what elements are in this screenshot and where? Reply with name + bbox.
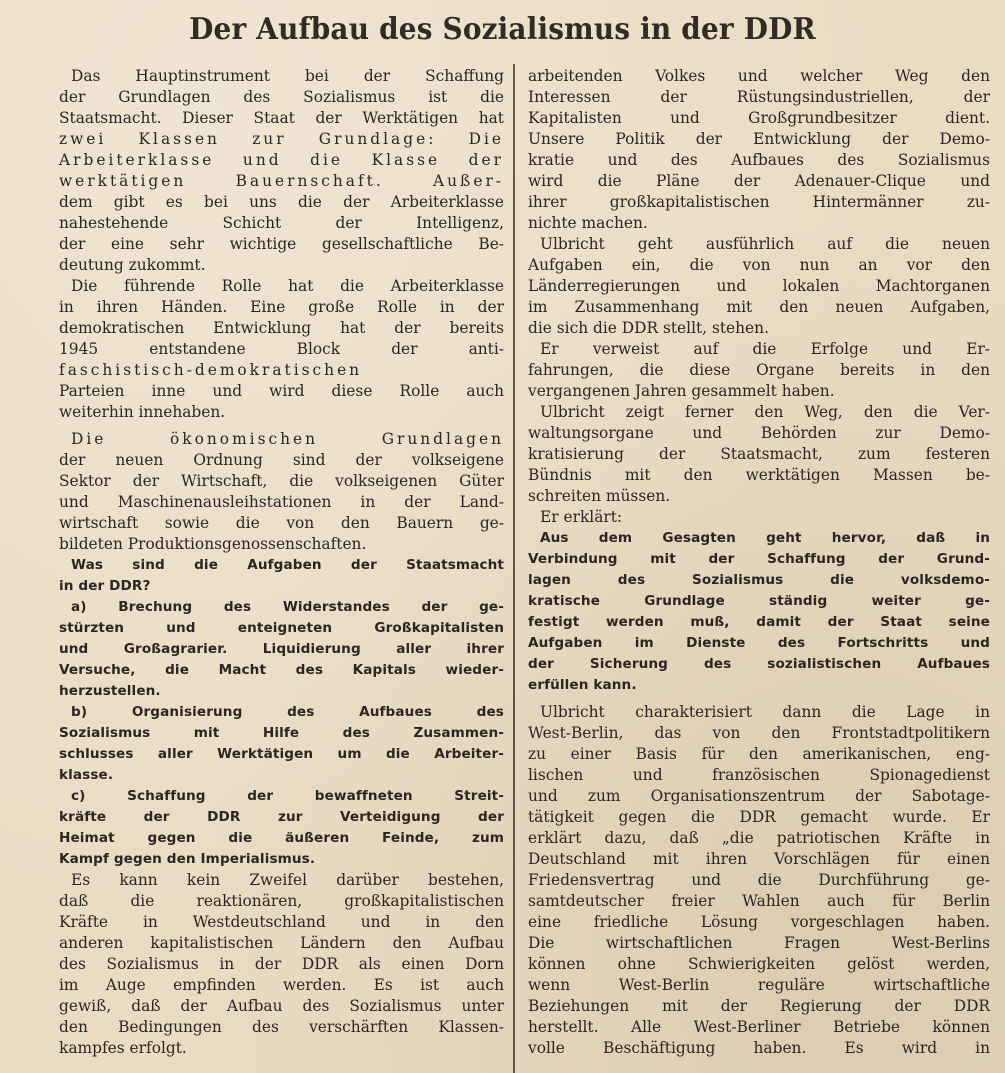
text-line: Friedensvertrag und die Durchführung ge- [528, 871, 990, 889]
text-line: waltungsorgane und Behörden zur Demo- [528, 424, 990, 442]
text-line: in der DDR? [59, 578, 151, 594]
text-line: Ulbricht charakterisiert dann die Lage in [540, 703, 990, 721]
text-line: c) Schaffung der bewaffneten Streit- [71, 788, 504, 804]
text-line: den Bedingungen des verschärften Klassen- [59, 1018, 504, 1036]
text-line: Die ökonomischen Grundlagen [71, 430, 504, 448]
text-line: Aus dem Gesagten geht hervor, daß in [540, 530, 990, 546]
text-line: Es kann kein Zweifel darüber bestehen, [71, 871, 504, 889]
text-line: in ihren Händen. Eine große Rolle in der [59, 298, 504, 316]
text-line: Kräfte in Westdeutschland und in den [59, 913, 504, 931]
text-line: Er erklärt: [540, 508, 623, 526]
article-headline: Der Aufbau des Sozialismus in der DDR [189, 12, 816, 47]
text-line: und Großagrarier. Liquidierung aller ihrer [59, 641, 504, 657]
text-line: vergangenen Jahren gesammelt haben. [528, 382, 835, 400]
text-line: Ulbricht zeigt ferner den Weg, den die Ver- [540, 403, 990, 421]
text-line: der Grundlagen des Sozialismus ist die [59, 88, 504, 106]
text-line: a) Brechung des Widerstandes der ge- [71, 599, 504, 615]
text-line: erklärt dazu, daß „die patriotischen Kräfte in [528, 829, 990, 847]
text-line: kräfte der DDR zur Verteidigung der [59, 809, 504, 825]
text-line: erfüllen kann. [528, 677, 637, 693]
text-line: ihrer großkapitalistischen Hintermänner zu- [528, 193, 990, 211]
text-line: kratisierung der Staatsmacht, zum festeren [528, 445, 990, 463]
text-line: Beziehungen mit der Regierung der DDR [528, 997, 990, 1015]
text-line: Parteien inne und wird diese Rolle auch [59, 382, 504, 400]
text-line: lischen und französischen Spionagedienst [528, 766, 990, 784]
text-line: Interessen der Rüstungsindustriellen, der [528, 88, 990, 106]
text-line: Bündnis mit den werktätigen Massen be- [528, 466, 990, 484]
text-line: eine friedliche Lösung vorgeschlagen haben. [528, 913, 990, 931]
text-line: im Auge empfinden werden. Es ist auch [59, 976, 504, 994]
text-line: Ulbricht geht ausführlich auf die neuen [540, 235, 990, 253]
text-line: wirtschaft sowie die von den Bauern ge- [59, 514, 504, 532]
text-line: nahestehende Schicht der Intelligenz, [59, 214, 504, 232]
text-line: kratische Grundlage ständig weiter ge- [528, 593, 990, 609]
text-line: daß die reaktionären, großkapitalistischen [59, 892, 504, 910]
text-line: schlusses aller Werktätigen um die Arbeiter- [59, 746, 504, 762]
text-line: fahrungen, die diese Organe bereits in den [528, 361, 990, 379]
text-line: der eine sehr wichtige gesellschaftliche Be- [59, 235, 504, 253]
text-line: Heimat gegen die äußeren Feinde, zum [59, 830, 504, 846]
text-line: können ohne Schwierigkeiten gelöst werden, [528, 955, 990, 973]
text-line: wird die Pläne der Adenauer-Clique und [528, 172, 990, 190]
text-line: im Zusammenhang mit den neuen Aufgaben, [528, 298, 990, 316]
text-line: Unsere Politik der Entwicklung der Demo- [528, 130, 990, 148]
text-line: stürzten und enteigneten Großkapitalisten [59, 620, 504, 636]
text-line: demokratischen Entwicklung hat der bereits [59, 319, 504, 337]
text-line: klasse. [59, 767, 114, 783]
text-line: die sich die DDR stellt, stehen. [528, 319, 769, 337]
text-line: herstellt. Alle West-Berliner Betriebe können [528, 1018, 990, 1036]
text-line: samtdeutscher freier Wahlen auch für Berlin [528, 892, 990, 910]
text-line: wenn West-Berlin reguläre wirtschaftliche [528, 976, 990, 994]
text-line: Er verweist auf die Erfolge und Er- [540, 340, 990, 358]
text-line: des Sozialismus in der DDR als einen Dorn [59, 955, 504, 973]
text-line: gewiß, daß der Aufbau des Sozialismus unter [59, 997, 504, 1015]
text-line: festigt werden muß, damit der Staat seine [528, 614, 990, 630]
text-line: bildeten Produktionsgenossenschaften. [59, 535, 367, 553]
text-line: Sektor der Wirtschaft, die volkseigenen Güter [59, 472, 504, 490]
text-line: Verbindung mit der Schaffung der Grund- [528, 551, 990, 567]
column-divider [513, 64, 515, 1073]
text-line: und Maschinenausleihstationen in der Land- [59, 493, 504, 511]
text-line: Staatsmacht. Dieser Staat der Werktätigen hat [59, 109, 504, 127]
text-line: der neuen Ordnung sind der volkseigene [59, 451, 504, 469]
text-line: b) Organisierung des Aufbaues des [71, 704, 504, 720]
text-line: zu einer Basis für den amerikanischen, eng- [528, 745, 990, 763]
text-line: faschistisch-demokratischen [59, 361, 363, 379]
text-line: Aufgaben ein, die von nun an vor den [528, 256, 990, 274]
text-line: 1945 entstandene Block der anti- [59, 340, 504, 358]
text-line: Sozialismus mit Hilfe des Zusammen- [59, 725, 504, 741]
right-column [528, 66, 990, 1059]
text-line: Das Hauptinstrument bei der Schaffung [71, 67, 504, 85]
text-line: weiterhin innehaben. [59, 403, 226, 421]
text-line: arbeitenden Volkes und welcher Weg den [528, 67, 990, 85]
text-line: Länderregierungen und lokalen Machtorganen [528, 277, 990, 295]
text-line: dem gibt es bei uns die der Arbeiterklasse [59, 193, 504, 211]
text-line: nichte machen. [528, 214, 648, 232]
text-line: schreiten müssen. [528, 487, 671, 505]
text-line: Die wirtschaftlichen Fragen West-Berlins [528, 934, 990, 952]
text-line: tätigkeit gegen die DDR gemacht wurde. Er [528, 808, 990, 826]
text-line: Aufgaben im Dienste des Fortschritts und [528, 635, 990, 651]
text-line: lagen des Sozialismus die volksdemo- [528, 572, 990, 588]
text-line: West-Berlin, das von den Frontstadtpolitikern [528, 724, 990, 742]
text-line: der Sicherung des sozialistischen Aufbaues [528, 656, 990, 672]
text-line: Versuche, die Macht des Kapitals wieder- [59, 662, 504, 678]
text-line: Was sind die Aufgaben der Staatsmacht [71, 557, 504, 573]
text-line: kratie und des Aufbaues des Sozialismus [528, 151, 990, 169]
text-line: herzustellen. [59, 683, 161, 699]
text-line: Deutschland mit ihren Vorschlägen für einen [528, 850, 990, 868]
text-line: Die führende Rolle hat die Arbeiterklasse [71, 277, 504, 295]
text-line: werktätigen Bauernschaft. Außer- [59, 172, 504, 190]
text-line: deutung zukommt. [59, 256, 206, 274]
text-line: Arbeiterklasse und die Klasse der [59, 151, 504, 169]
text-line: anderen kapitalistischen Ländern den Aufbau [59, 934, 504, 952]
text-line: zwei Klassen zur Grundlage: Die [59, 130, 504, 148]
text-line: Kampf gegen den Imperialismus. [59, 851, 316, 867]
text-line: kampfes erfolgt. [59, 1039, 187, 1057]
text-line: und zum Organisationszentrum der Sabotage- [528, 787, 990, 805]
text-line: volle Beschäftigung haben. Es wird in [528, 1039, 990, 1057]
text-line: Kapitalisten und Großgrundbesitzer dient. [528, 109, 990, 127]
left-column [59, 66, 504, 1059]
